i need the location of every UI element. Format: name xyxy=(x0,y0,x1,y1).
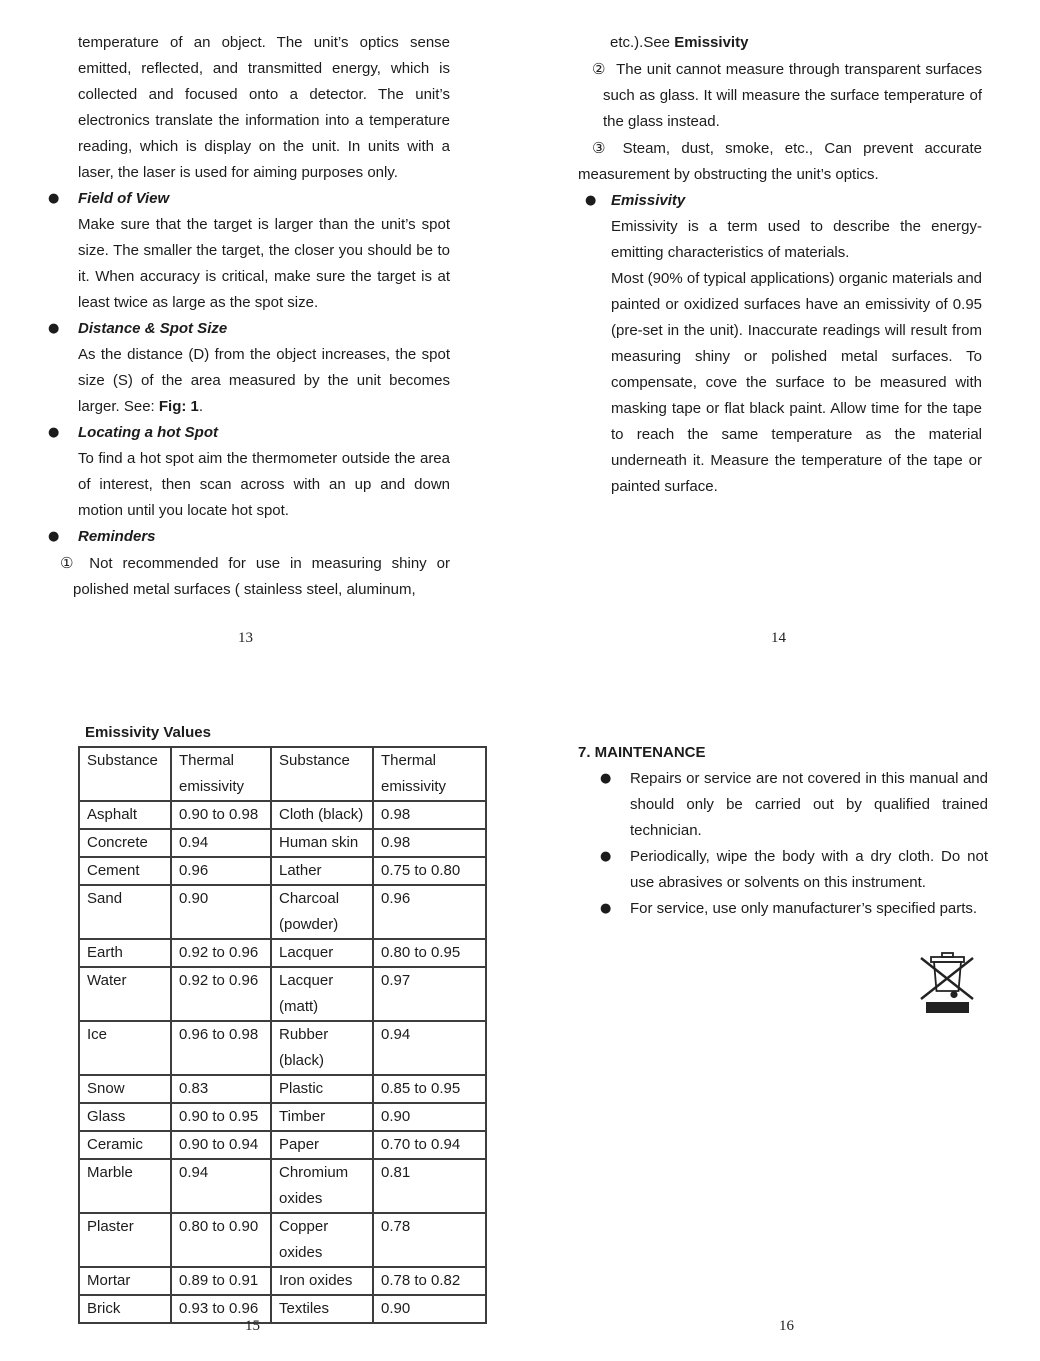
section-title: Field of View xyxy=(78,190,170,207)
continuation-line xyxy=(578,30,982,56)
table-header-cell: Substance xyxy=(79,747,171,801)
table-row xyxy=(79,1103,486,1131)
bullet-icon: ● xyxy=(585,193,597,208)
table-cell: 0.80 to 0.95 xyxy=(373,939,486,967)
table-cell: 0.98 xyxy=(373,801,486,829)
table-cell: 0.75 to 0.80 xyxy=(373,857,486,885)
table-cell: Paper xyxy=(271,1131,373,1159)
table-cell: 0.70 to 0.94 xyxy=(373,1131,486,1159)
page-15 xyxy=(78,722,485,1324)
table-cell: Marble xyxy=(79,1159,171,1213)
weee-crossed-out-bin-icon xyxy=(916,950,980,1023)
table-cell: Snow xyxy=(79,1075,171,1103)
figure-reference: Fig: 1 xyxy=(158,398,199,415)
table-cell: Ceramic xyxy=(79,1131,171,1159)
table-cell: 0.78 xyxy=(373,1213,486,1267)
table-cell: 0.90 xyxy=(373,1295,486,1323)
bullet-text: For service, use only manufacturer’s specified parts. xyxy=(630,900,978,917)
table-cell: 0.94 xyxy=(171,1159,271,1213)
maintenance-bullet-2 xyxy=(578,844,988,896)
maintenance-bullet-1 xyxy=(578,766,988,844)
table-cell: 0.85 to 0.95 xyxy=(373,1075,486,1103)
table-cell: Copper oxides xyxy=(271,1213,373,1267)
table-cell: Cement xyxy=(79,857,171,885)
section-title: Locating a hot Spot xyxy=(78,424,218,441)
table-cell: 0.89 to 0.91 xyxy=(171,1267,271,1295)
maintenance-heading: 7. MAINTENANCE xyxy=(578,744,706,761)
intro-paragraph: temperature of an object. The unit’s optics sense emitted, reflected, and transmitted energy, which is collected and focused onto a detector. The unit’s electronics translate the information into a temperature reading, which is display on the unit. In units with a laser, the laser is used for aiming purposes only. xyxy=(78,34,450,181)
table-cell: Lather xyxy=(271,857,373,885)
table-cell: Brick xyxy=(79,1295,171,1323)
circled-number-icon: ① xyxy=(60,554,80,572)
page-14 xyxy=(578,30,982,500)
table-row xyxy=(79,939,486,967)
bullet-icon: ● xyxy=(48,191,60,206)
bullet-icon: ● xyxy=(600,901,612,916)
table-row xyxy=(79,857,486,885)
table-cell: 0.90 to 0.95 xyxy=(171,1103,271,1131)
section-heading-emissivity xyxy=(578,188,982,214)
table-row xyxy=(79,1295,486,1323)
table-cell: Earth xyxy=(79,939,171,967)
table-row xyxy=(79,1267,486,1295)
table-cell: Concrete xyxy=(79,829,171,857)
table-cell: 0.90 xyxy=(373,1103,486,1131)
table-cell: Lacquer xyxy=(271,939,373,967)
table-cell: Textiles xyxy=(271,1295,373,1323)
table-title: Emissivity Values xyxy=(85,724,211,741)
table-row xyxy=(79,967,486,1021)
body-text: As the distance (D) from the object increases, the spot size (S) of the area measured by the unit becomes larger. See: xyxy=(78,346,450,415)
section-title: Reminders xyxy=(78,528,156,545)
table-cell: Lacquer (matt) xyxy=(271,967,373,1021)
page-16 xyxy=(578,740,988,1340)
table-cell: 0.92 to 0.96 xyxy=(171,939,271,967)
section-body: Emissivity is a term used to describe the energy-emitting characteristics of materials. xyxy=(611,218,982,261)
section-body: Most (90% of typical applications) organic materials and painted or oxidized surfaces have an emissivity of 0.95 (pre-set in the unit). Inaccurate readings will result from measuring shiny or polished metal surfaces. To compensate, cove the surface to be measured with masking tape or flat black paint. Allow time for the tape to reach the same temperature as the material underneath it. Measure the temperature of the tape or painted surface. xyxy=(611,270,983,495)
section-body xyxy=(48,342,450,420)
table-header-row xyxy=(79,747,486,801)
table-row xyxy=(79,1021,486,1075)
page-number: 15 xyxy=(245,1318,260,1334)
circled-number-icon: ③ xyxy=(592,139,613,157)
section-heading-distance-spot-size xyxy=(48,316,450,342)
circled-number-icon: ② xyxy=(592,60,607,78)
page-13 xyxy=(48,30,450,603)
table-header-cell: Thermal emissivity xyxy=(171,747,271,801)
bullet-text: Repairs or service are not covered in this manual and should only be carried out by qualified trained technician. xyxy=(630,770,988,839)
section-title: Emissivity xyxy=(611,192,686,209)
table-row xyxy=(79,1213,486,1267)
section-heading-field-of-view xyxy=(48,186,450,212)
section-heading-reminders xyxy=(48,524,450,550)
table-cell: Water xyxy=(79,967,171,1021)
table-cell: Rubber (black) xyxy=(271,1021,373,1075)
table-row xyxy=(79,1131,486,1159)
table-cell: Charcoal (powder) xyxy=(271,885,373,939)
table-cell: Human skin xyxy=(271,829,373,857)
table-cell: 0.78 to 0.82 xyxy=(373,1267,486,1295)
table-cell: 0.96 xyxy=(171,857,271,885)
bullet-icon: ● xyxy=(600,849,612,864)
table-row xyxy=(79,885,486,939)
table-cell: Chromium oxides xyxy=(271,1159,373,1213)
emissivity-values-table xyxy=(78,746,487,1324)
table-cell: 0.92 to 0.96 xyxy=(171,967,271,1021)
table-cell: 0.96 xyxy=(373,885,486,939)
table-row xyxy=(79,1075,486,1103)
body-text: etc.).See xyxy=(610,34,675,51)
table-cell: Timber xyxy=(271,1103,373,1131)
bullet-icon: ● xyxy=(600,771,612,786)
section-body: Make sure that the target is larger than the unit’s spot size. The smaller the target, the closer you should be to it. When accuracy is critical, make sure the target is at least twice as large as the spot size. xyxy=(78,216,450,311)
table-cell: Mortar xyxy=(79,1267,171,1295)
body-text: . xyxy=(198,398,204,415)
table-cell: Cloth (black) xyxy=(271,801,373,829)
table-row xyxy=(79,801,486,829)
bullet-icon: ● xyxy=(48,321,60,336)
table-cell: 0.83 xyxy=(171,1075,271,1103)
section-title: Distance & Spot Size xyxy=(78,320,228,337)
table-cell: 0.80 to 0.90 xyxy=(171,1213,271,1267)
table-row xyxy=(79,1159,486,1213)
table-cell: 0.94 xyxy=(171,829,271,857)
table-cell: Sand xyxy=(79,885,171,939)
reminder-text: Not recommended for use in measuring shiny or polished metal surfaces ( stainless steel, aluminum, xyxy=(73,555,450,598)
table-cell: 0.93 to 0.96 xyxy=(171,1295,271,1323)
table-row xyxy=(79,829,486,857)
table-cell: 0.90 xyxy=(171,885,271,939)
bullet-text: Periodically, wipe the body with a dry cloth. Do not use abrasives or solvents on this instrument. xyxy=(630,848,988,891)
table-header-cell: Substance xyxy=(271,747,373,801)
table-cell: 0.97 xyxy=(373,967,486,1021)
table-cell: 0.81 xyxy=(373,1159,486,1213)
table-cell: 0.90 to 0.98 xyxy=(171,801,271,829)
reminder-item-2 xyxy=(578,56,982,135)
page-number: 16 xyxy=(779,1318,794,1334)
table-cell: 0.94 xyxy=(373,1021,486,1075)
table-cell: Asphalt xyxy=(79,801,171,829)
reminder-text: The unit cannot measure through transparent surfaces such as glass. It will measure the surface temperature of the glass instead. xyxy=(603,61,983,130)
section-body: To find a hot spot aim the thermometer outside the area of interest, then scan across with an up and down motion until you locate hot spot. xyxy=(78,450,450,519)
table-cell: 0.98 xyxy=(373,829,486,857)
reminder-text: Steam, dust, smoke, etc., Can prevent accurate measurement by obstructing the unit’s optics. xyxy=(578,140,982,183)
section-heading-locating-hot-spot xyxy=(48,420,450,446)
table-cell: Iron oxides xyxy=(271,1267,373,1295)
bullet-icon: ● xyxy=(48,529,60,544)
page-number: 13 xyxy=(238,630,253,646)
bullet-icon: ● xyxy=(48,425,60,440)
table-cell: Ice xyxy=(79,1021,171,1075)
table-cell: 0.96 to 0.98 xyxy=(171,1021,271,1075)
page-number: 14 xyxy=(771,630,786,646)
reminder-item-1 xyxy=(48,550,450,603)
maintenance-bullet-3 xyxy=(578,896,988,922)
table-cell: 0.90 to 0.94 xyxy=(171,1131,271,1159)
emissivity-reference: Emissivity xyxy=(674,34,749,51)
table-cell: Plastic xyxy=(271,1075,373,1103)
table-cell: Plaster xyxy=(79,1213,171,1267)
reminder-item-3 xyxy=(578,135,982,188)
table-header-cell: Thermal emissivity xyxy=(373,747,486,801)
table-cell: Glass xyxy=(79,1103,171,1131)
